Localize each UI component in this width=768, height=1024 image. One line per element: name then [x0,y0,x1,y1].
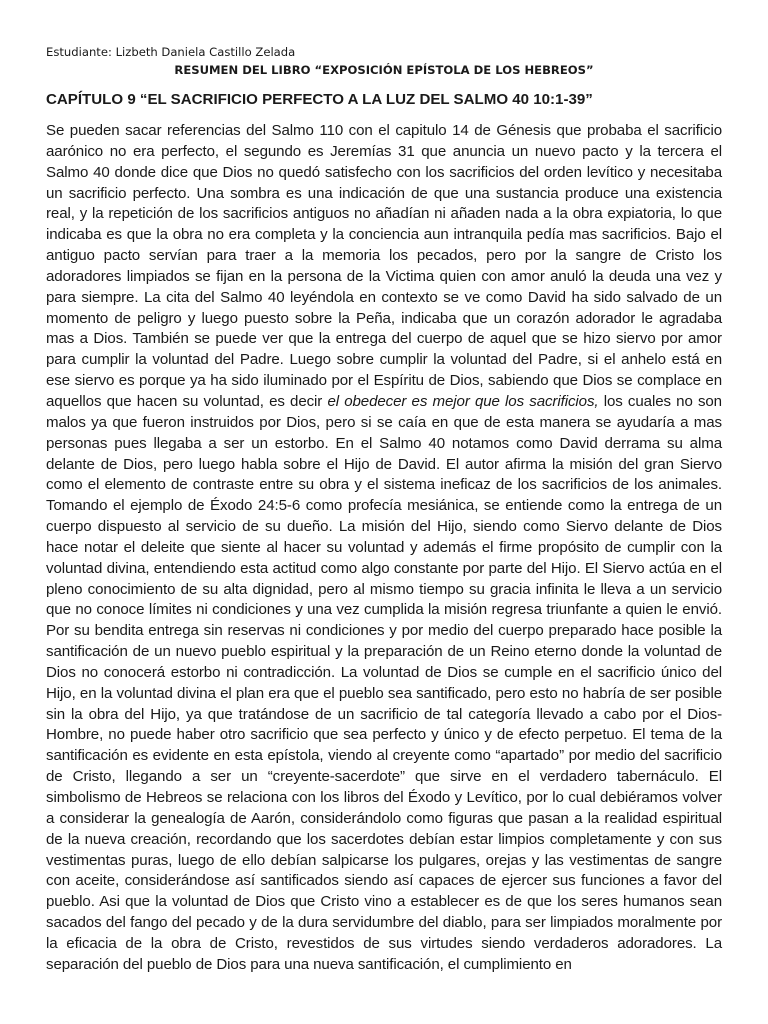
body-paragraph [46,121,722,976]
chapter-title: CAPÍTULO 9 “EL SACRIFICIO PERFECTO A LA LUZ DEL SALMO 40 10:1-39” [46,91,593,108]
paragraph-text-part-2: los cuales no son malos ya que fueron instruidos por Dios, pero si se caía en que de esta manera se ayudaría a mas personas pues llegaba a ser un estorbo. En el Salmo 40 notamos como David derrama su alma delante de Dios, pero luego habla sobre el Hijo de David. El autor afirma la misión del gran Siervo como el elemento de contraste entre su obra y el sistema ineficaz de los sacrificios de los animales. Tomando el ejemplo de Éxodo 24:5-6 como profecía mesiánica, se entiende como la entrega de un cuerpo dispuesto al servicio de su dueño. La misión del Hijo, siendo como Siervo delante de Dios hace notar el deleite que siente al hacer su voluntad y además el firme propósito de cumplir con la voluntad divina, entendiendo esta actitud como algo constante por parte del Hijo. El Siervo actúa en el pleno conocimiento de su alta dignidad, pero al mismo tiempo su gracia infinita le lleva a un servicio que no conoce límites ni condiciones y una vez cumplida la misión regresa triunfante a quien le envió. Por su bendita entrega sin reservas ni condiciones y por medio del cuerpo preparado hace posible la santificación de un nuevo pueblo espiritual y la preparación de un Reino eterno donde la voluntad de Dios no conocerá estorbo ni contradicción. La voluntad de Dios se cumple en el sacrificio único del Hijo, en la voluntad divina el plan era que el pueblo sea santificado, pero esto no habría de ser posible sin la obra del Hijo, ya que tratándose de un sacrificio de tal categoría llevado a cabo por el Dios-Hombre, no puede haber otro sacrificio que sea perfecto y único y de efecto perpetuo. El tema de la santificación es evidente en esta epístola, viendo al creyente como “apartado” por medio del sacrificio de Cristo, llegando a ser un “creyente-sacerdote” que sirve en el verdadero tabernáculo. El simbolismo de Hebreos se relaciona con los libros del Éxodo y Levítico, por lo cual debiéramos volver a considerar la genealogía de Aarón, considerándolo como figuras que pasan a la realidad espiritual de la nueva creación, recordando que los sacerdotes debían estar limpios completamente y con sus vestimentas puras, luego de ello debían salpicarse los pulgares, orejas y las vestimentas de sangre con aceite, considerándose así santificados siendo así capaces de ejercer sus funciones a favor del pueblo. Asi que la voluntad de Dios que Cristo vino a establecer es de que los seres humanos sean sacados del fango del pecado y de la dura servidumbre del diablo, para ser limpiados moralmente por la eficacia de la obra de Cristo, revestidos de sus virtudes siendo verdaderos adoradores. La separación del pueblo de Dios para una nueva santificación, el cumplimiento en [46,392,722,973]
document-subtitle: RESUMEN DEL LIBRO “EXPOSICIÓN EPÍSTOLA DE LOS HEBREOS” [174,63,594,77]
paragraph-text-part-1: Se pueden sacar referencias del Salmo 110 con el capitulo 14 de Génesis que probaba el sacrificio aarónico no era perfecto, el segundo es Jeremías 31 que anuncia un nuevo pacto y la tercera el Salmo 40 donde dice que Dios no quedó satisfecho con los sacrificios del orden levítico y necesitaba un sacrificio perfecto. Una sombra es una indicación de que una sustancia produce una existencia real, y la repetición de los sacrificios antiguos no añadían ni añaden nada a la obra expiatoria, lo que indicaba es que la obra no era completa y la conciencia aun intranquila pedía mas sacrificios. Bajo el antiguo pacto servían para traer a la memoria los pecados, pero por la sangre de Cristo los adoradores limpiados se fijan en la persona de la Victima quien con amor anuló la deuda una vez y para siempre. La cita del Salmo 40 leyéndola en contexto se ve como David ha sido salvado de un momento de peligro y luego puesto sobre la Peña, indicaba que un corazón adorador le agradaba mas a Dios. También se puede ver que la entrega del cuerpo de aquel que se hizo siervo por amor para cumplir la voluntad del Padre. Luego sobre cumplir la voluntad del Padre, si el anhelo está en ese siervo es porque ya ha sido iluminado por el Espíritu de Dios, sabiendo que Dios se complace en aquellos que hacen su voluntad, es decir [46,122,722,410]
paragraph-emphasis: el obedecer es mejor que los sacrificios, [327,392,599,410]
student-name: Estudiante: Lizbeth Daniela Castillo Zelada [46,45,296,59]
